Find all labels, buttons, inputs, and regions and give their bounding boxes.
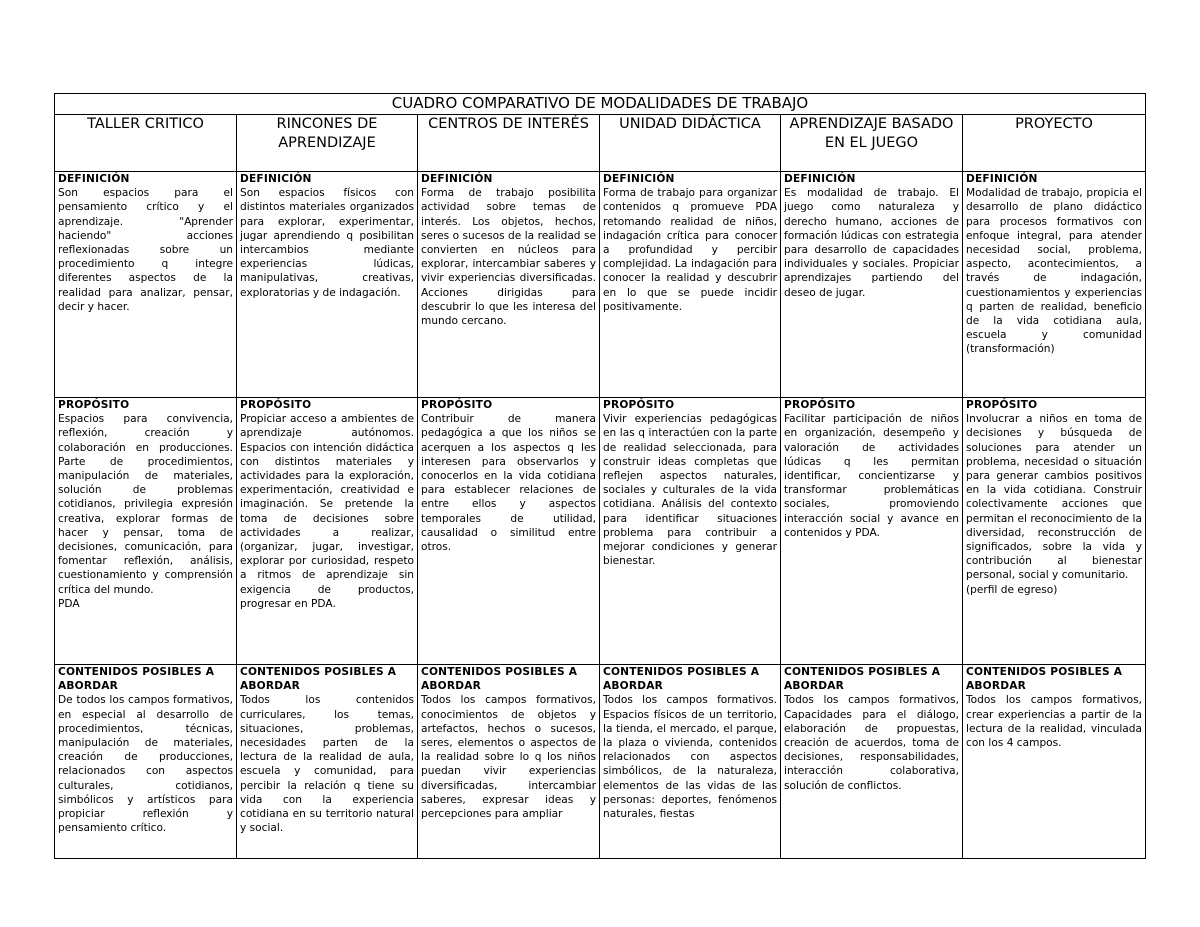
column-header-taller-critico: TALLER CRITICO	[55, 115, 237, 172]
proposito-label: PROPÓSITO	[784, 399, 856, 411]
definicion-text: Son espacios para el pensamiento crítico y el aprendizaje. "Aprender haciendo" acciones reflexionadas sobre un procedimiento q integre diferentes aspectos de la realidad para analizar, pensar, decir y hacer.	[58, 187, 233, 313]
proposito-cell	[600, 398, 781, 665]
definicion-text: Es modalidad de trabajo. El juego como naturaleza y derecho humano, acciones de formación lúdicas con estrategia para desarrollo de capacidades individuales y sociales. Propiciar aprendizajes partiendo del deseo de jugar.	[784, 187, 959, 299]
proposito-text: Involucrar a niños en toma de decisiones y búsqueda de soluciones para atender un problema, necesidad o situación para generar cambios positivos en la vida cotidiana. Construir colectivamente acciones que permitan el reconocimiento de la diversidad, reconstrucción de significados, sobre la vida y contribución al bienestar personal, social y comunitario.	[966, 413, 1142, 582]
proposito-cell	[781, 398, 963, 665]
contenidos-label: CONTENIDOS POSIBLES A ABORDAR	[421, 666, 578, 693]
contenidos-label: CONTENIDOS POSIBLES A ABORDAR	[58, 666, 215, 693]
column-header-centros-de-interes: CENTROS DE INTERÉS	[418, 115, 600, 172]
proposito-label: PROPÓSITO	[240, 399, 312, 411]
proposito-extra: PDA	[58, 597, 80, 610]
contenidos-text: Todos los campos formativos, conocimientos de objetos y artefactos, hechos o sucesos, seres, elementos o aspectos de la realidad sobre lo q los niños puedan vivir experiencias diversificadas, intercambiar saberes, expresar ideas y percepciones para ampliar	[421, 694, 596, 821]
proposito-label: PROPÓSITO	[421, 399, 493, 411]
contenidos-label: CONTENIDOS POSIBLES A ABORDAR	[966, 666, 1123, 693]
definicion-row	[55, 172, 1146, 398]
contenidos-cell	[418, 665, 600, 859]
column-header-unidad-didactica: UNIDAD DIDÁCTICA	[600, 115, 781, 172]
contenidos-text: De todos los campos formativos, en especial al desarrollo de procedimientos, técnicas, manipulación de materiales, creación de producciones, relacionados con aspectos culturales, cotidianos, simbólicos y artísticos para propiciar reflexión y pensamiento crítico.	[58, 694, 233, 835]
proposito-text: Propiciar acceso a ambientes de aprendizaje autónomos. Espacios con intención didáctica con distintos materiales y actividades para la exploración, experimentación, creatividad e imaginación. Se pretende la toma de decisiones sobre actividades a realizar, (organizar, jugar, investigar, explorar por curiosidad, respeto a ritmos de aprendizaje sin exigencia de productos, progresar en PDA.	[240, 413, 414, 610]
proposito-cell	[418, 398, 600, 665]
definicion-label: DEFINICIÓN	[421, 173, 493, 185]
contenidos-text: Todos los campos formativos, Capacidades para el diálogo, elaboración de propuestas, creación de acuerdos, toma de decisiones, responsabilidades, interacción colaborativa, solución de conflictos.	[784, 694, 959, 792]
proposito-text: Contribuir de manera pedagógica a que los niños se acerquen a los aspectos q les interesen para observarlos y conocerlos en la vida cotidiana para establecer relaciones de entre ellos y aspectos temporales de utilidad, causalidad o similitud entre otros.	[421, 413, 596, 554]
contenidos-cell	[781, 665, 963, 859]
proposito-text: Espacios para convivencia, reflexión, creación y colaboración en producciones. Parte de procedimientos, manipulación de materiales, solución de problemas cotidianos, privilegia expresión creativa, explorar formas de hacer y pensar, toma de decisiones, comunicación, para fomentar reflexión, análisis, cuestionamiento y comprensión crítica del mundo.	[58, 413, 233, 596]
contenidos-row	[55, 665, 1146, 859]
contenidos-text: Todos los campos formativos, crear experiencias a partir de la lectura de la realidad, vinculada con los 4 campos.	[966, 694, 1142, 750]
title-row	[55, 94, 1146, 115]
column-header-aprendizaje-basado-en-el-juego: APRENDIZAJE BASADO EN EL JUEGO	[781, 115, 963, 172]
table-title: CUADRO COMPARATIVO DE MODALIDADES DE TRABAJO	[55, 94, 1146, 115]
definicion-text: Forma de trabajo posibilita actividad sobre temas de interés. Los objetos, hechos, seres o sucesos de la realidad se convierten en núcleos para explorar, intercambiar saberes y vivir experiencias diversificadas. Acciones dirigidas para descubrir lo que les interesa del mundo cercano.	[421, 187, 596, 328]
definicion-text: Forma de trabajo para organizar contenidos q promueve PDA retomando realidad de niños, indagación crítica para conocer a profundidad y percibir complejidad. La indagación para conocer la realidad y descubrir en lo que se puede incidir positivamente.	[603, 187, 777, 313]
definicion-label: DEFINICIÓN	[240, 173, 312, 185]
column-header-proyecto: PROYECTO	[963, 115, 1146, 172]
proposito-text: Facilitar participación de niños en organización, desempeño y valoración de actividades lúdicas q les permitan identificar, concientizarse y transformar problemáticas sociales, promoviendo interacción social y avance en contenidos y PDA.	[784, 413, 959, 539]
contenidos-label: CONTENIDOS POSIBLES A ABORDAR	[784, 666, 941, 693]
definicion-text: Modalidad de trabajo, propicia el desarrollo de plano didáctico para procesos formativos con enfoque integral, para atender necesidad social, problema, aspecto, acontecimientos, a través de indagación, cuestionamientos y experiencias q parten de realidad, beneficio de la vida cotidiana aula, escuela y comunidad (transformación)	[966, 187, 1142, 356]
definicion-label: DEFINICIÓN	[784, 173, 856, 185]
definicion-cell	[237, 172, 418, 398]
contenidos-text: Todos los campos formativos. Espacios físicos de un territorio, la tienda, el mercado, el parque, la plaza o vivienda, contenidos relacionados con aspectos simbólicos, de la naturaleza, elementos de las vidas de las personas: deportes, fenómenos naturales, fiestas	[603, 694, 777, 821]
definicion-label: DEFINICIÓN	[966, 173, 1038, 185]
proposito-row	[55, 398, 1146, 665]
definicion-label: DEFINICIÓN	[603, 173, 675, 185]
definicion-cell	[55, 172, 237, 398]
contenidos-cell	[55, 665, 237, 859]
proposito-label: PROPÓSITO	[603, 399, 675, 411]
proposito-label: PROPÓSITO	[966, 399, 1038, 411]
definicion-cell	[963, 172, 1146, 398]
column-header-rincones-de-aprendizaje: RINCONES DE APRENDIZAJE	[237, 115, 418, 172]
proposito-cell	[963, 398, 1146, 665]
definicion-text: Son espacios físicos con distintos materiales organizados para explorar, experimentar, jugar aprendiendo q posibilitan intercambios mediante experiencias lúdicas, manipulativas, creativas, exploratorias y de indagación.	[240, 187, 414, 299]
contenidos-label: CONTENIDOS POSIBLES A ABORDAR	[603, 666, 760, 693]
contenidos-cell	[963, 665, 1146, 859]
contenidos-cell	[600, 665, 781, 859]
proposito-text: Vivir experiencias pedagógicas en las q interactúen con la parte de realidad seleccionada, para construir ideas completas que reflejen aspectos naturales, sociales y culturales de la vida cotidiana. Análisis del contexto para identificar situaciones problema para contribuir a mejorar condiciones y generar bienestar.	[603, 413, 777, 568]
definicion-label: DEFINICIÓN	[58, 173, 130, 185]
header-row	[55, 115, 1146, 172]
proposito-cell	[55, 398, 237, 665]
contenidos-text: Todos los contenidos curriculares, los temas, situaciones, problemas, necesidades parten de la lectura de la realidad de aula, escuela y comunidad, para percibir la relación q tiene su vida con la experiencia cotidiana en su territorio natural y social.	[240, 694, 414, 835]
proposito-extra: (perfil de egreso)	[966, 583, 1058, 596]
proposito-label: PROPÓSITO	[58, 399, 130, 411]
definicion-cell	[781, 172, 963, 398]
comparison-table	[54, 93, 1146, 859]
contenidos-cell	[237, 665, 418, 859]
proposito-cell	[237, 398, 418, 665]
definicion-cell	[600, 172, 781, 398]
definicion-cell	[418, 172, 600, 398]
contenidos-label: CONTENIDOS POSIBLES A ABORDAR	[240, 666, 397, 693]
